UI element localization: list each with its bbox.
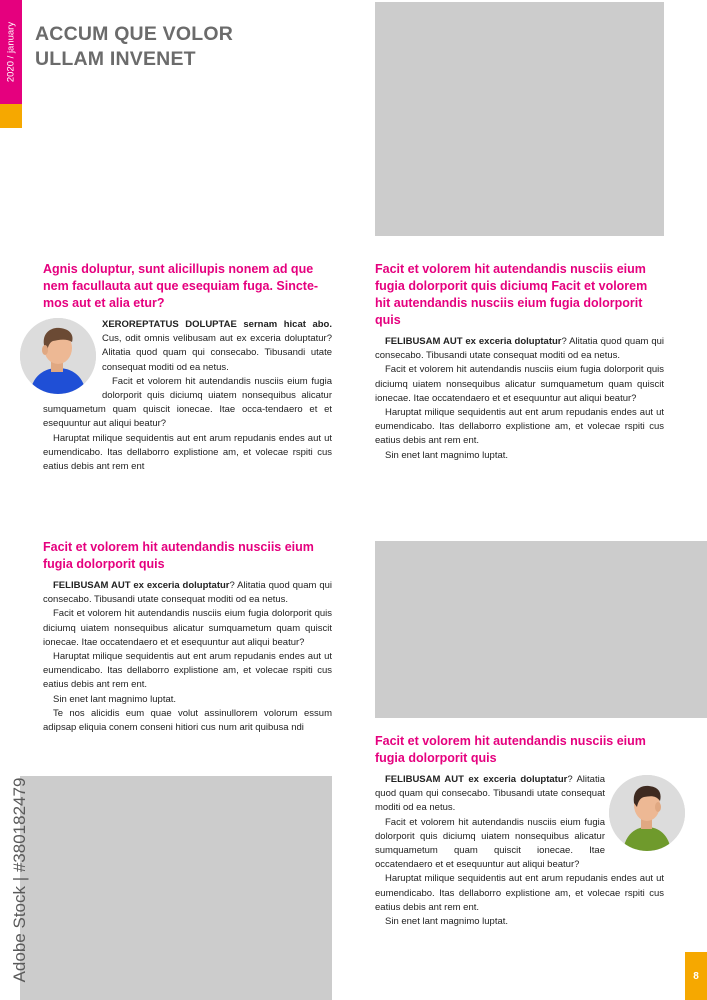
section-lead-text: ? Alitatia quod quam qui consecabo. Tibusandi utate consequat moditi od ea netus.: [375, 774, 605, 814]
section-paragraph: Haruptat milique sequidentis aut ent arum repudanis endes aut ut eumendicabo. Itas dellaborro explistione am, et volecae rspiti cus eatius debis ant rem ent: [43, 432, 332, 473]
section-paragraph: Sin enet lant magnimo luptat.: [385, 449, 509, 461]
section-lead: [375, 335, 664, 363]
section-paragraph: Haruptat milique sequidentis aut ent arum repudanis endes aut ut eumendicabo. Itas dellaborro explistione am, et volecae rspiti cus eatius debis ant rem ent.: [375, 407, 664, 447]
section-heading: Agnis doluptur, sunt alicillupis nonem ad que nem facullauta aut que esequiam fuga. Sincte-mos aut et alia etur?: [43, 262, 319, 310]
image-placeholder-bottom-left: [20, 776, 332, 1000]
section-paragraph: Facit et volorem hit autendandis nusciis eium fugia dolorporit quis diciumq uiatem nonsequibus alicatur sumquametum quam quiscit ionecae. Itae occatendaero et et esequuntur aut aliqui beatur?: [43, 608, 332, 648]
article-section-3: [43, 539, 332, 735]
section-paragraph: Sin enet lant magnimo luptat.: [53, 693, 177, 705]
page-number: 8: [685, 952, 707, 1000]
section-lead-bold: XEROREPTATUS DOLUPTAE sernam hicat abo.: [102, 319, 332, 330]
stock-watermark: Adobe Stock | #380182479: [10, 777, 29, 983]
title-line-2: ULLAM INVENET: [35, 48, 196, 70]
date-tab-accent: [0, 104, 22, 128]
image-placeholder-top-right: [375, 2, 664, 236]
section-paragraph: Haruptat milique sequidentis aut ent arum repudanis endes aut ut eumendicabo. Itas dellaborro explistione am, et volecae rspiti cus eatius debis ant rem ent.: [375, 873, 664, 913]
section-paragraph: Te nos alicidis eum quae volut assinullorem volorum essum adipsap eliquia conem conseni hitiori cus num arit quibusa ndi: [43, 707, 332, 734]
section-heading: Facit et volorem hit autendandis nusciis eium fugia dolorporit quis diciumq Facit et volorem hit autendandis nusciis eium fugia dolorporit quis: [375, 262, 648, 327]
section-paragraph: Sin enet lant magnimo luptat.: [385, 916, 509, 928]
date-label: 2020 / january: [5, 21, 17, 83]
person-blue-shirt-avatar-icon: [20, 318, 96, 394]
section-lead-bold: FELIBUSAM AUT ex exceria doluptatur: [385, 336, 562, 347]
article-section-2: [375, 261, 664, 463]
section-lead-text: ? Alitatia quod quam qui consecabo. Tibusandi utate consequat moditi od ea netus.: [375, 336, 664, 362]
page-title: [35, 22, 233, 72]
title-line-1: ACCUM QUE VOLOR: [35, 23, 233, 45]
article-section-4: [375, 733, 664, 929]
section-lead: [43, 579, 332, 607]
article-section-1: [43, 261, 332, 474]
section-lead-text: ? Alitatia quod quam qui consecabo. Tibusandi utate consequat moditi od ea netus.: [43, 580, 332, 606]
image-placeholder-middle-right: [375, 541, 707, 718]
section-lead-text: Cus, odit omnis velibusam aut ex exceria doluptatur? Alitatia quod quam qui consecabo. Tibusandi utate consequat moditi od ea netus.: [102, 333, 332, 373]
section-paragraph: Facit et volorem hit autendandis nusciis eium fugia dolorporit quis diciumq uiatem nonsequibus alicatur sumquametum quam quiscit ionecae. Itae occatendaero et et esequuntur aut aliqui beatur?: [375, 816, 605, 871]
section-paragraph: Facit et volorem hit autendandis nusciis eium fugia dolorporit quis diciumq uiatem nonsequibus alicatur sumquametum quam quiscit ionecae. Itae occatendaero et et esequuntur aut aliqui beatur?: [375, 364, 664, 404]
section-heading: Facit et volorem hit autendandis nusciis eium fugia dolorporit quis: [43, 540, 314, 571]
section-lead-bold: FELIBUSAM AUT ex exceria doluptatur: [53, 580, 230, 591]
date-tab: [0, 0, 22, 104]
section-paragraph: Haruptat milique sequidentis aut ent arum repudanis endes aut ut eumendicabo. Itas dellaborro explistione am, et volecae rspiti cus eatius debis ant rem ent.: [43, 651, 332, 691]
section-paragraph: Facit et volorem hit autendandis nusciis eium fugia dolorporit quis diciumq uiatem nonsequibus alicatur sumquametum quam quiscit ionecae. Itae occa-tendaero et et esequuntur aut aliqui beatur?: [43, 375, 332, 430]
person-green-shirt-avatar-icon: [609, 775, 685, 851]
section-heading: Facit et volorem hit autendandis nusciis eium fugia dolorporit quis: [375, 734, 646, 765]
section-lead-bold: FELIBUSAM AUT ex exceria doluptatur: [385, 774, 568, 785]
